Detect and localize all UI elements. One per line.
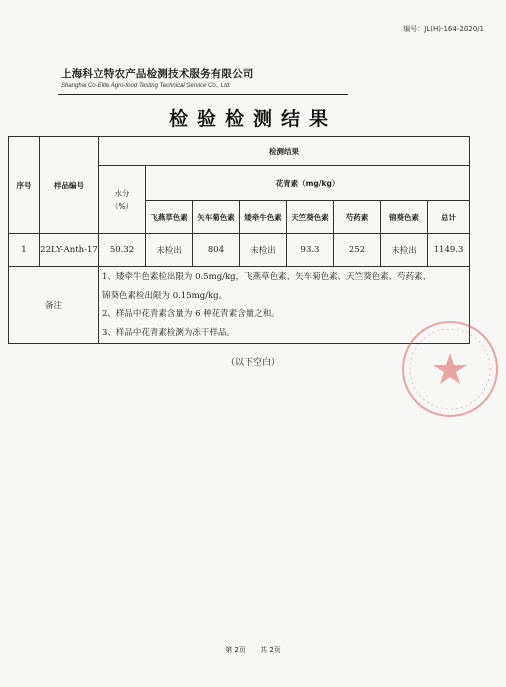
document-number: 编号：JL(H)-164-2020/1	[403, 25, 484, 33]
header-divider	[58, 94, 348, 95]
header-malvidin: 锦葵色素	[381, 201, 428, 234]
header-cyanidin: 矢车菊色素	[193, 201, 240, 234]
remark-line: 2、样品中花青素含量为 6 种花青素含量之和。	[102, 309, 280, 319]
cell-malvidin: 未检出	[381, 234, 428, 267]
header-moisture-unit: （%）	[110, 201, 134, 211]
organization-name: 上海科立特农产品检测技术服务有限公司	[61, 68, 254, 80]
cell-seq: 1	[9, 234, 40, 267]
header-moisture-label: 水分	[114, 188, 130, 198]
cell-sample: 22LY-Anth-17	[40, 234, 99, 267]
company-seal-stamp	[398, 317, 502, 421]
remark-line: 1、矮牵牛色素检出限为 0.5mg/kg，飞燕草色素、矢车菊色素、天竺葵色素、芍药素、	[102, 272, 432, 282]
table-row	[9, 234, 470, 267]
remarks-label: 备注	[9, 267, 99, 344]
cell-peonidin: 252	[334, 234, 381, 267]
header-anthocyanin: 花青素（mg/kg）	[146, 166, 470, 201]
remark-line: 3、样品中花青素检测为冻干样品。	[102, 327, 235, 338]
organization-name-en: Shanghai Co-Elite Agro-food Testing Technical Service Co., Ltd.	[61, 83, 231, 89]
page-title: 检验检测结果	[168, 108, 337, 130]
cell-moisture: 50.32	[99, 234, 146, 267]
page-number: 第 2页	[225, 646, 246, 654]
page-footer	[0, 645, 506, 655]
cell-petunidin: 未检出	[240, 234, 287, 267]
header-seq: 序号	[9, 137, 40, 234]
cell-pelargonidin: 93.3	[287, 234, 334, 267]
header-delphinidin: 飞燕草色素	[146, 201, 193, 234]
header-petunidin: 矮牵牛色素	[240, 201, 287, 234]
header-total: 总计	[428, 201, 470, 234]
page-total: 共 2页	[260, 646, 281, 654]
cell-delphinidin: 未检出	[146, 234, 193, 267]
header-pelargonidin: 天竺葵色素	[287, 201, 334, 234]
blank-below-note: （以下空白）	[225, 358, 280, 368]
results-table	[8, 136, 470, 344]
remark-line: 锦葵色素检出限为 0.15mg/kg。	[102, 290, 228, 301]
header-results: 检测结果	[99, 137, 470, 166]
header-moisture	[99, 166, 146, 234]
cell-total: 1149.3	[428, 234, 470, 267]
cell-cyanidin: 804	[193, 234, 240, 267]
header-peonidin: 芍药素	[334, 201, 381, 234]
header-sample: 样品编号	[40, 137, 99, 234]
